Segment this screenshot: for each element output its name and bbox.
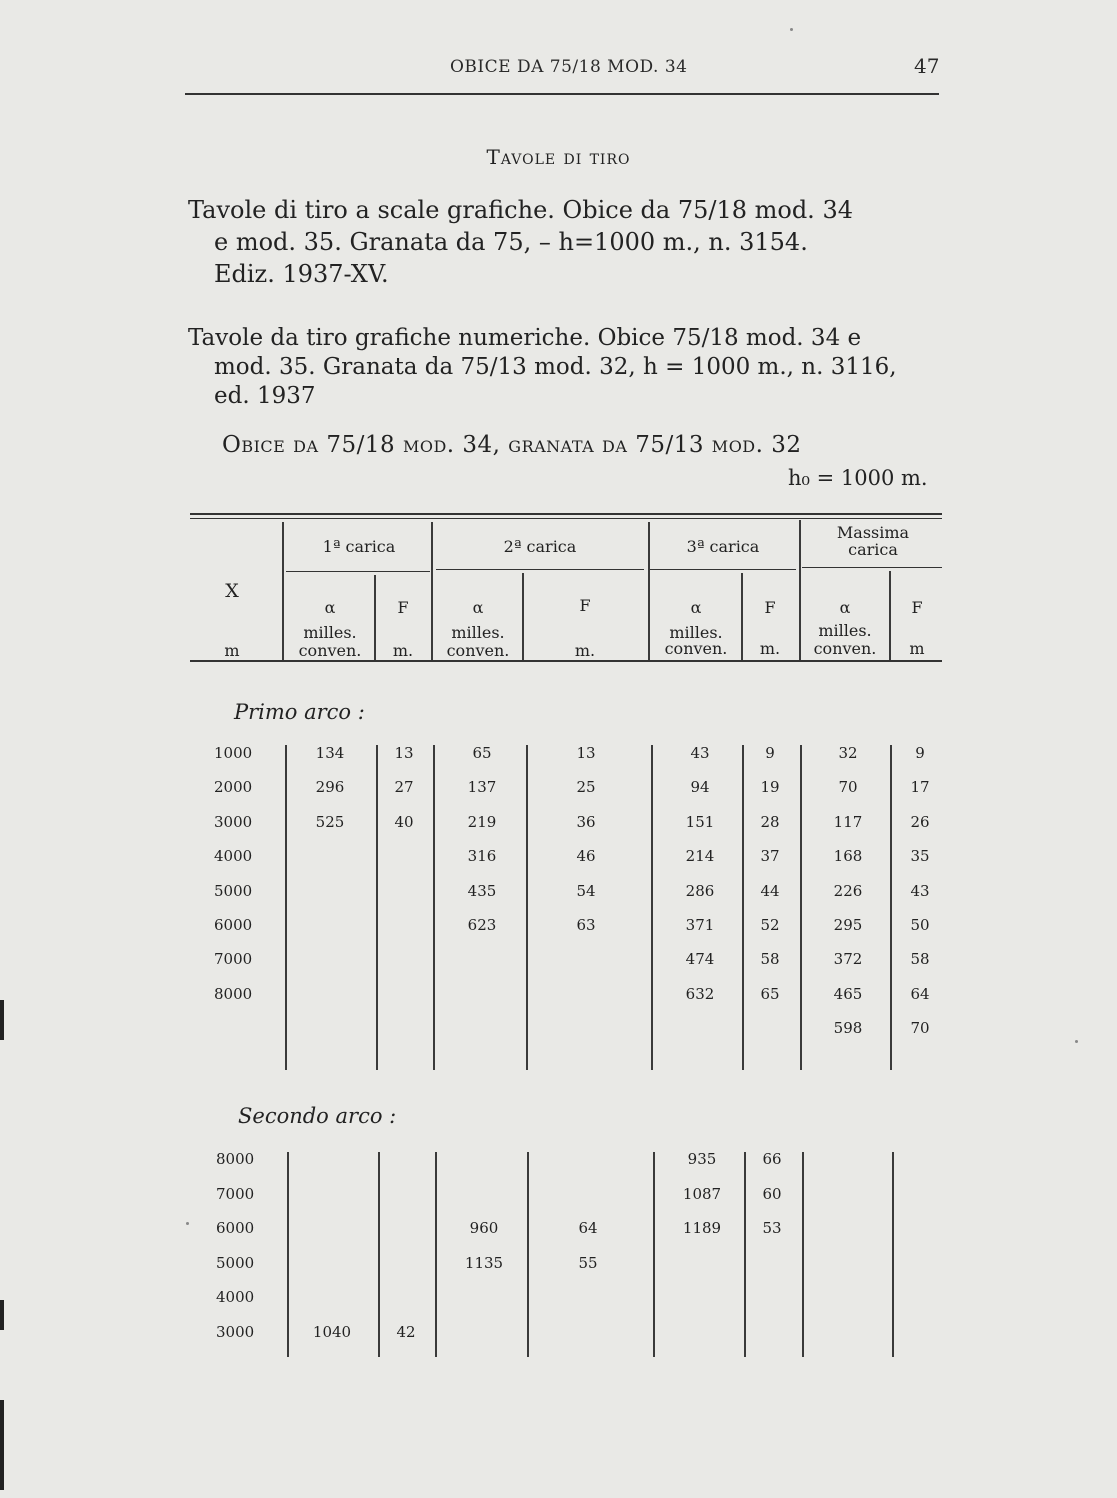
body-vline bbox=[802, 1152, 804, 1357]
alpha-header: α bbox=[839, 598, 851, 617]
cell-x: 3000 bbox=[216, 1322, 255, 1341]
cell-cmf: 50 bbox=[910, 916, 930, 934]
cell-c2a: 1135 bbox=[464, 1253, 504, 1272]
cell-cmf: 9 bbox=[915, 744, 925, 762]
group-rule-2 bbox=[436, 569, 644, 570]
cell-x: 4000 bbox=[216, 1288, 255, 1306]
cell-cma: 372 bbox=[833, 950, 863, 969]
cell-c3a: 371 bbox=[685, 916, 715, 934]
reference-1-line-3: Ediz. 1937-XV. bbox=[214, 260, 389, 288]
header-vline bbox=[431, 522, 433, 660]
reference-2-line-1: Tavole da tiro grafiche numeriche. Obice 75/18 mod. 34 e bbox=[188, 325, 862, 351]
f-unit: m. bbox=[392, 641, 414, 660]
f-unit: m. bbox=[574, 641, 596, 660]
cell-c1f: 40 bbox=[394, 812, 414, 831]
body-vline bbox=[800, 745, 802, 1070]
cell-cma: 70 bbox=[838, 778, 858, 797]
alpha-unit-1: milles. bbox=[303, 623, 357, 642]
group-header-2: 2ª carica bbox=[503, 537, 577, 556]
cell-cmf: 43 bbox=[910, 881, 930, 900]
scan-speck bbox=[790, 28, 793, 31]
cell-cma: 168 bbox=[833, 847, 863, 866]
scan-speck bbox=[1075, 1040, 1078, 1043]
scan-edge-mark bbox=[0, 1000, 4, 1040]
cell-x: 5000 bbox=[216, 1253, 255, 1272]
cell-c3a: 935 bbox=[687, 1150, 717, 1168]
cell-cmf: 64 bbox=[910, 984, 930, 1003]
cell-cmf: 58 bbox=[910, 950, 930, 969]
cell-c3f: 19 bbox=[760, 778, 780, 797]
cell-x: 2000 bbox=[214, 778, 253, 797]
cell-cmf: 70 bbox=[910, 1019, 930, 1038]
cell-c3f: 65 bbox=[760, 984, 780, 1003]
group-header-1: 1ª carica bbox=[322, 537, 396, 556]
cell-c3f: 66 bbox=[762, 1150, 782, 1168]
cell-c2a: 65 bbox=[472, 744, 492, 762]
scan-edge-mark bbox=[0, 1300, 4, 1330]
cell-c2f: 54 bbox=[576, 881, 596, 900]
header-x: X bbox=[225, 580, 239, 602]
alpha-unit-1: milles. bbox=[669, 623, 723, 642]
cell-c2f: 36 bbox=[576, 812, 596, 831]
cell-c3a: 286 bbox=[685, 881, 715, 900]
f-header: F bbox=[579, 596, 591, 615]
header-vline bbox=[799, 520, 801, 660]
section-title bbox=[0, 145, 1117, 169]
cell-cma: 226 bbox=[833, 881, 863, 900]
cell-c1f: 27 bbox=[394, 778, 414, 797]
cell-c3f: 52 bbox=[760, 916, 780, 934]
cell-c3a: 151 bbox=[685, 812, 715, 831]
header-vline bbox=[522, 573, 524, 660]
page-number: 47 bbox=[914, 54, 940, 78]
cell-cma: 117 bbox=[833, 812, 863, 831]
reference-2-line-3: ed. 1937 bbox=[214, 383, 316, 409]
body-vline bbox=[526, 745, 528, 1070]
reference-1-line-2: e mod. 35. Granata da 75, – h=1000 m., n. 3154. bbox=[214, 228, 808, 256]
body-vline bbox=[744, 1152, 746, 1357]
cell-x: 8000 bbox=[214, 984, 253, 1003]
cell-c3a: 1189 bbox=[682, 1219, 722, 1237]
cell-x: 1000 bbox=[214, 744, 253, 762]
table-top-rule bbox=[190, 513, 942, 515]
cell-c3f: 53 bbox=[762, 1219, 782, 1237]
cell-c3f: 28 bbox=[760, 812, 780, 831]
cell-x: 6000 bbox=[216, 1219, 255, 1237]
header-vline bbox=[741, 573, 743, 660]
table-title: Obice da 75/18 mod. 34, granata da 75/13 mod. 32 bbox=[222, 432, 802, 458]
section-title-text: Tavole di tiro bbox=[486, 145, 631, 169]
reference-1-line-1: Tavole di tiro a scale grafiche. Obice da 75/18 mod. 34 bbox=[188, 196, 853, 224]
header-vline bbox=[374, 575, 376, 660]
cell-cma: 295 bbox=[833, 916, 863, 934]
cell-c3f: 9 bbox=[765, 744, 775, 762]
cell-x: 7000 bbox=[216, 1184, 255, 1203]
f-unit: m. bbox=[759, 639, 781, 658]
scan-edge-mark bbox=[0, 1400, 4, 1490]
cell-c3a: 214 bbox=[685, 847, 715, 866]
group-rule-1 bbox=[286, 571, 430, 572]
alpha-unit-2: conven. bbox=[298, 641, 362, 660]
table-top-rule-inner bbox=[190, 518, 942, 519]
cell-c3f: 44 bbox=[760, 881, 780, 900]
alpha-unit-2: conven. bbox=[664, 639, 728, 658]
cell-c1a: 1040 bbox=[312, 1322, 352, 1341]
cell-c2a: 960 bbox=[469, 1219, 499, 1237]
cell-c2f: 13 bbox=[576, 744, 596, 762]
cell-x: 6000 bbox=[214, 916, 253, 934]
alpha-unit-1: milles. bbox=[451, 623, 505, 642]
cell-c3f: 37 bbox=[760, 847, 780, 866]
group-header-3: 3ª carica bbox=[686, 537, 760, 556]
group-rule-3 bbox=[650, 569, 796, 570]
header-vline bbox=[889, 571, 891, 660]
body-vline bbox=[285, 745, 287, 1070]
cell-c1f: 13 bbox=[394, 744, 414, 762]
group-rule-4 bbox=[802, 567, 942, 568]
cell-c3f: 58 bbox=[760, 950, 780, 969]
cell-c1a: 296 bbox=[315, 778, 345, 797]
secondo-arco-label: Secondo arco : bbox=[238, 1104, 397, 1128]
cell-c2a: 219 bbox=[467, 812, 497, 831]
scan-speck bbox=[186, 1222, 189, 1225]
cell-c3f: 60 bbox=[762, 1184, 782, 1203]
header-x-unit: m bbox=[224, 641, 240, 660]
body-vline bbox=[527, 1152, 529, 1357]
alpha-unit-2: conven. bbox=[813, 639, 877, 658]
cell-c3a: 1087 bbox=[682, 1184, 722, 1203]
cell-c3a: 94 bbox=[690, 778, 710, 797]
cell-c2a: 316 bbox=[467, 847, 497, 866]
cell-c2a: 623 bbox=[467, 916, 497, 934]
running-head: OBICE DA 75/18 MOD. 34 bbox=[450, 57, 688, 77]
cell-c2f: 63 bbox=[576, 916, 596, 934]
cell-c1a: 134 bbox=[315, 744, 345, 762]
table-subtitle: h₀ = 1000 m. bbox=[788, 466, 928, 490]
primo-arco-label: Primo arco : bbox=[234, 700, 365, 724]
f-header: F bbox=[911, 598, 923, 617]
cell-cma: 598 bbox=[833, 1019, 863, 1038]
cell-cmf: 35 bbox=[910, 847, 930, 866]
header-vline bbox=[282, 522, 284, 660]
header-rule bbox=[185, 93, 939, 95]
body-vline bbox=[651, 745, 653, 1070]
reference-2 bbox=[188, 324, 942, 411]
cell-c2a: 435 bbox=[467, 881, 497, 900]
cell-cmf: 17 bbox=[910, 778, 930, 797]
cell-cma: 465 bbox=[833, 984, 863, 1003]
cell-c2f: 46 bbox=[576, 847, 596, 866]
group-header-4: Massima carica bbox=[836, 523, 910, 559]
body-vline bbox=[892, 1152, 894, 1357]
cell-c2a: 137 bbox=[467, 778, 497, 797]
cell-c1f: 42 bbox=[396, 1322, 416, 1341]
f-header: F bbox=[764, 598, 776, 617]
table-header-rule bbox=[190, 660, 942, 662]
body-vline bbox=[653, 1152, 655, 1357]
alpha-unit-2: conven. bbox=[446, 641, 510, 660]
cell-c2f: 25 bbox=[576, 778, 596, 797]
alpha-header: α bbox=[472, 598, 484, 617]
cell-c3a: 43 bbox=[690, 744, 710, 762]
f-header: F bbox=[397, 598, 409, 617]
body-vline bbox=[287, 1152, 289, 1357]
reference-1 bbox=[188, 194, 942, 290]
cell-x: 7000 bbox=[214, 950, 253, 969]
alpha-header: α bbox=[690, 598, 702, 617]
reference-2-line-2: mod. 35. Granata da 75/13 mod. 32, h = 1000 m., n. 3116, bbox=[214, 354, 897, 380]
cell-x: 8000 bbox=[216, 1150, 255, 1168]
cell-cma: 32 bbox=[838, 744, 858, 762]
cell-x: 4000 bbox=[214, 847, 253, 866]
alpha-unit-1: milles. bbox=[818, 621, 872, 640]
cell-c2f: 55 bbox=[578, 1253, 598, 1272]
cell-c2f: 64 bbox=[578, 1219, 598, 1237]
cell-cmf: 26 bbox=[910, 812, 930, 831]
cell-x: 3000 bbox=[214, 812, 253, 831]
cell-c3a: 474 bbox=[685, 950, 715, 969]
cell-c3a: 632 bbox=[685, 984, 715, 1003]
f-unit: m bbox=[909, 639, 925, 658]
cell-x: 5000 bbox=[214, 881, 253, 900]
alpha-header: α bbox=[324, 598, 336, 617]
cell-c1a: 525 bbox=[315, 812, 345, 831]
